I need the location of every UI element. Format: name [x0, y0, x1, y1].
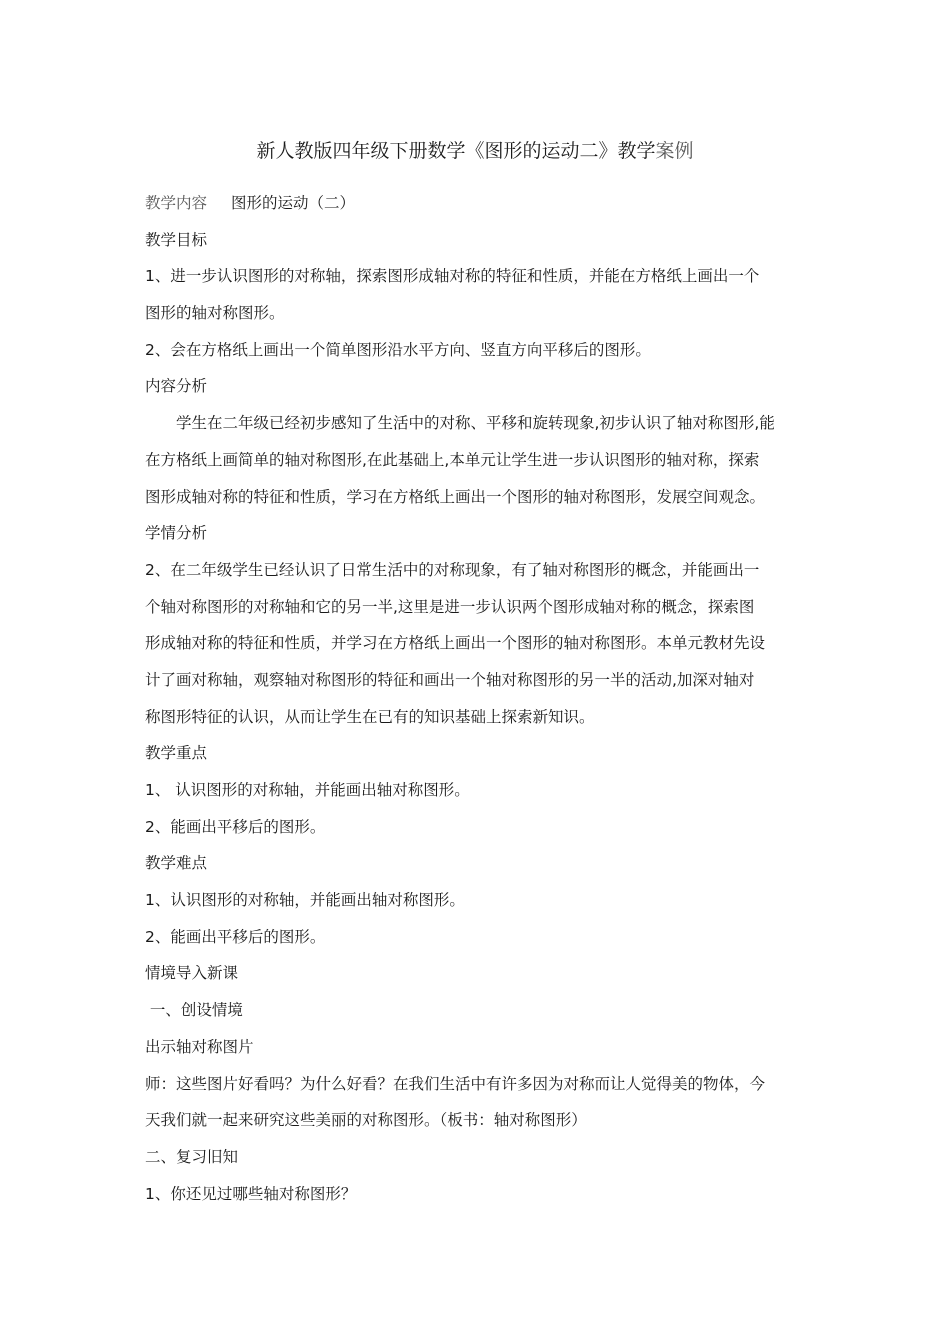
teaching-content-label: 教学内容	[145, 194, 208, 212]
section-heading-difficulties: 教学难点	[145, 854, 208, 873]
section-heading-content-analysis: 内容分析	[145, 377, 208, 396]
list-item: 2、能画出平移后的图形。	[145, 817, 326, 836]
paragraph-line: 1、进一步认识图形的对称轴，探索图形成轴对称的特征和性质，并能在方格纸上画出一个	[145, 267, 760, 286]
paragraph-line: 2、会在方格纸上画出一个简单图形沿水平方向、竖直方向平移后的图形。	[145, 340, 651, 359]
paragraph-line: 计了画对称轴，观察轴对称图形的特征和画出一个轴对称图形的另一半的活动,加深对轴对	[145, 670, 755, 689]
list-item: 1、认识图形的对称轴，并能画出轴对称图形。	[145, 891, 465, 910]
paragraph-line: 师：这些图片好看吗？为什么好看？在我们生活中有许多因为对称而让人觉得美的物体，今	[145, 1074, 766, 1093]
paragraph-line: 天我们就一起来研究这些美丽的对称图形。（板书：轴对称图形）	[145, 1111, 587, 1130]
paragraph-line: 图形成轴对称的特征和性质，学习在方格纸上画出一个图形的轴对称图形，发展空间观念。	[145, 487, 766, 506]
section-heading-intro: 情境导入新课	[145, 964, 239, 983]
subheading-scenario: 一、创设情境	[145, 1001, 243, 1020]
paragraph-line: 图形的轴对称图形。	[145, 304, 285, 323]
paragraph-line: 2、在二年级学生已经认识了日常生活中的对称现象，有了轴对称图形的概念，并能画出一	[145, 560, 760, 579]
title-suffix: 案例	[655, 140, 694, 162]
paragraph-line: 学生在二年级已经初步感知了生活中的对称、平移和旋转现象,初步认识了轴对称图形,能	[176, 414, 775, 433]
title-main: 新人教版四年级下册数学《图形的运动二》教学	[256, 140, 656, 162]
paragraph-line: 在方格纸上画简单的轴对称图形,在此基础上,本单元让学生进一步认识图形的轴对称，探索	[145, 450, 760, 469]
document-title	[0, 137, 950, 165]
section-heading-key-points: 教学重点	[145, 744, 208, 763]
paragraph-line: 个轴对称图形的对称轴和它的另一半,这里是进一步认识两个图形成轴对称的概念，探索图	[145, 597, 755, 616]
paragraph-line: 称图形特征的认识，从而让学生在已有的知识基础上探索新知识。	[145, 707, 595, 726]
paragraph-line: 出示轴对称图片	[145, 1037, 254, 1056]
subheading-review: 二、复习旧知	[145, 1147, 239, 1166]
list-item: 1、 认识图形的对称轴，并能画出轴对称图形。	[145, 781, 470, 799]
list-item: 2、能画出平移后的图形。	[145, 927, 326, 946]
section-heading-goals: 教学目标	[145, 230, 208, 249]
teaching-content-row	[145, 185, 810, 222]
document-body	[145, 185, 810, 1212]
section-heading-student-analysis: 学情分析	[145, 524, 208, 543]
paragraph-line: 形成轴对称的特征和性质，并学习在方格纸上画出一个图形的轴对称图形。本单元教材先设	[145, 634, 766, 653]
list-item: 1、你还见过哪些轴对称图形？	[145, 1184, 357, 1203]
teaching-content-value: 图形的运动（二）	[231, 194, 356, 212]
